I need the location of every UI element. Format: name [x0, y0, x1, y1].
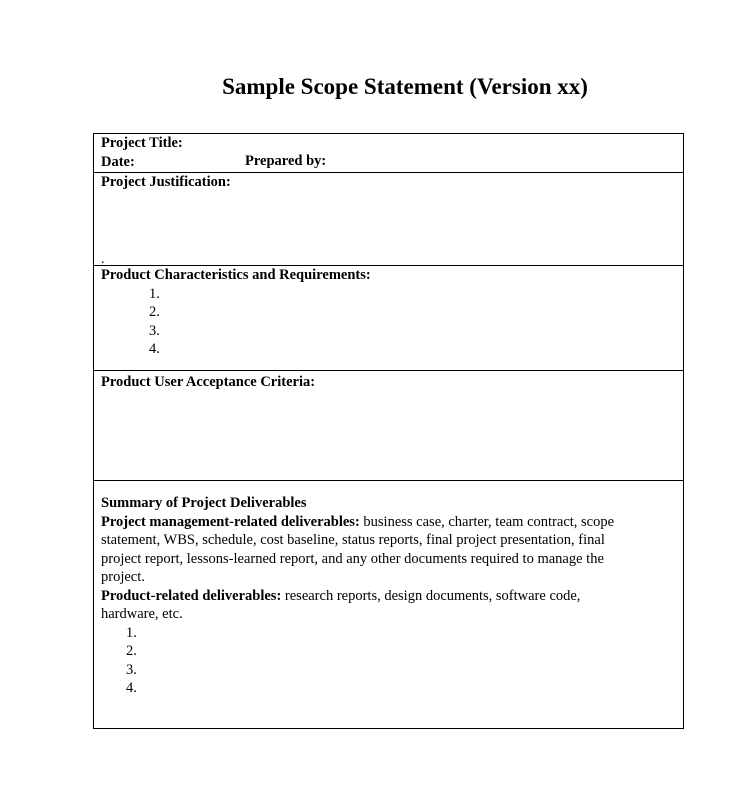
project-info-row	[94, 134, 683, 172]
product-deliverables-label: Product-related deliverables:	[101, 587, 282, 604]
list-item: 4.	[126, 680, 137, 696]
product-deliverables-text-1: research reports, design documents, software code,	[281, 587, 581, 604]
date-label: Date:	[101, 153, 135, 170]
pm-deliverables-text-4: project.	[101, 569, 145, 585]
justification-row	[94, 172, 683, 265]
product-deliverables-text-2: hardware, etc.	[101, 606, 183, 622]
list-item: 4.	[149, 341, 160, 357]
characteristics-list	[101, 285, 677, 359]
project-title-label: Project Title:	[101, 135, 183, 151]
list-item: 2.	[126, 643, 137, 659]
list-item: 3.	[126, 661, 137, 678]
deliverables-list	[101, 624, 677, 698]
pm-deliverables-text-2: statement, WBS, schedule, cost baseline, status reports, final project presentation, final	[101, 532, 605, 548]
list-item: 2.	[149, 304, 160, 320]
pm-deliverables-label: Project management-related deliverables:	[101, 513, 360, 530]
pm-deliverables-text-3: project report, lessons-learned report, and any other documents required to manage the	[101, 550, 604, 567]
deliverables-summary-label: Summary of Project Deliverables	[101, 495, 307, 511]
prepared-by-label: Prepared by:	[245, 153, 327, 169]
list-item: 1.	[126, 624, 137, 641]
pm-deliverables-text-1: business case, charter, team contract, scope	[359, 513, 615, 530]
list-item: 3.	[149, 322, 160, 339]
justification-trailing-mark: .	[101, 252, 105, 267]
project-justification-label: Project Justification:	[101, 174, 231, 190]
characteristics-row	[94, 265, 683, 370]
pm-deliverables-line-1	[101, 513, 677, 532]
list-item: 1.	[149, 285, 160, 302]
product-characteristics-label: Product Characteristics and Requirements:	[101, 267, 371, 283]
document-title: Sample Scope Statement (Version xx)	[222, 74, 588, 99]
scope-statement-table	[93, 133, 684, 729]
acceptance-criteria-label: Product User Acceptance Criteria:	[101, 374, 316, 390]
acceptance-row	[94, 370, 683, 480]
deliverables-row	[94, 480, 683, 728]
product-deliverables-line-1	[101, 587, 677, 606]
